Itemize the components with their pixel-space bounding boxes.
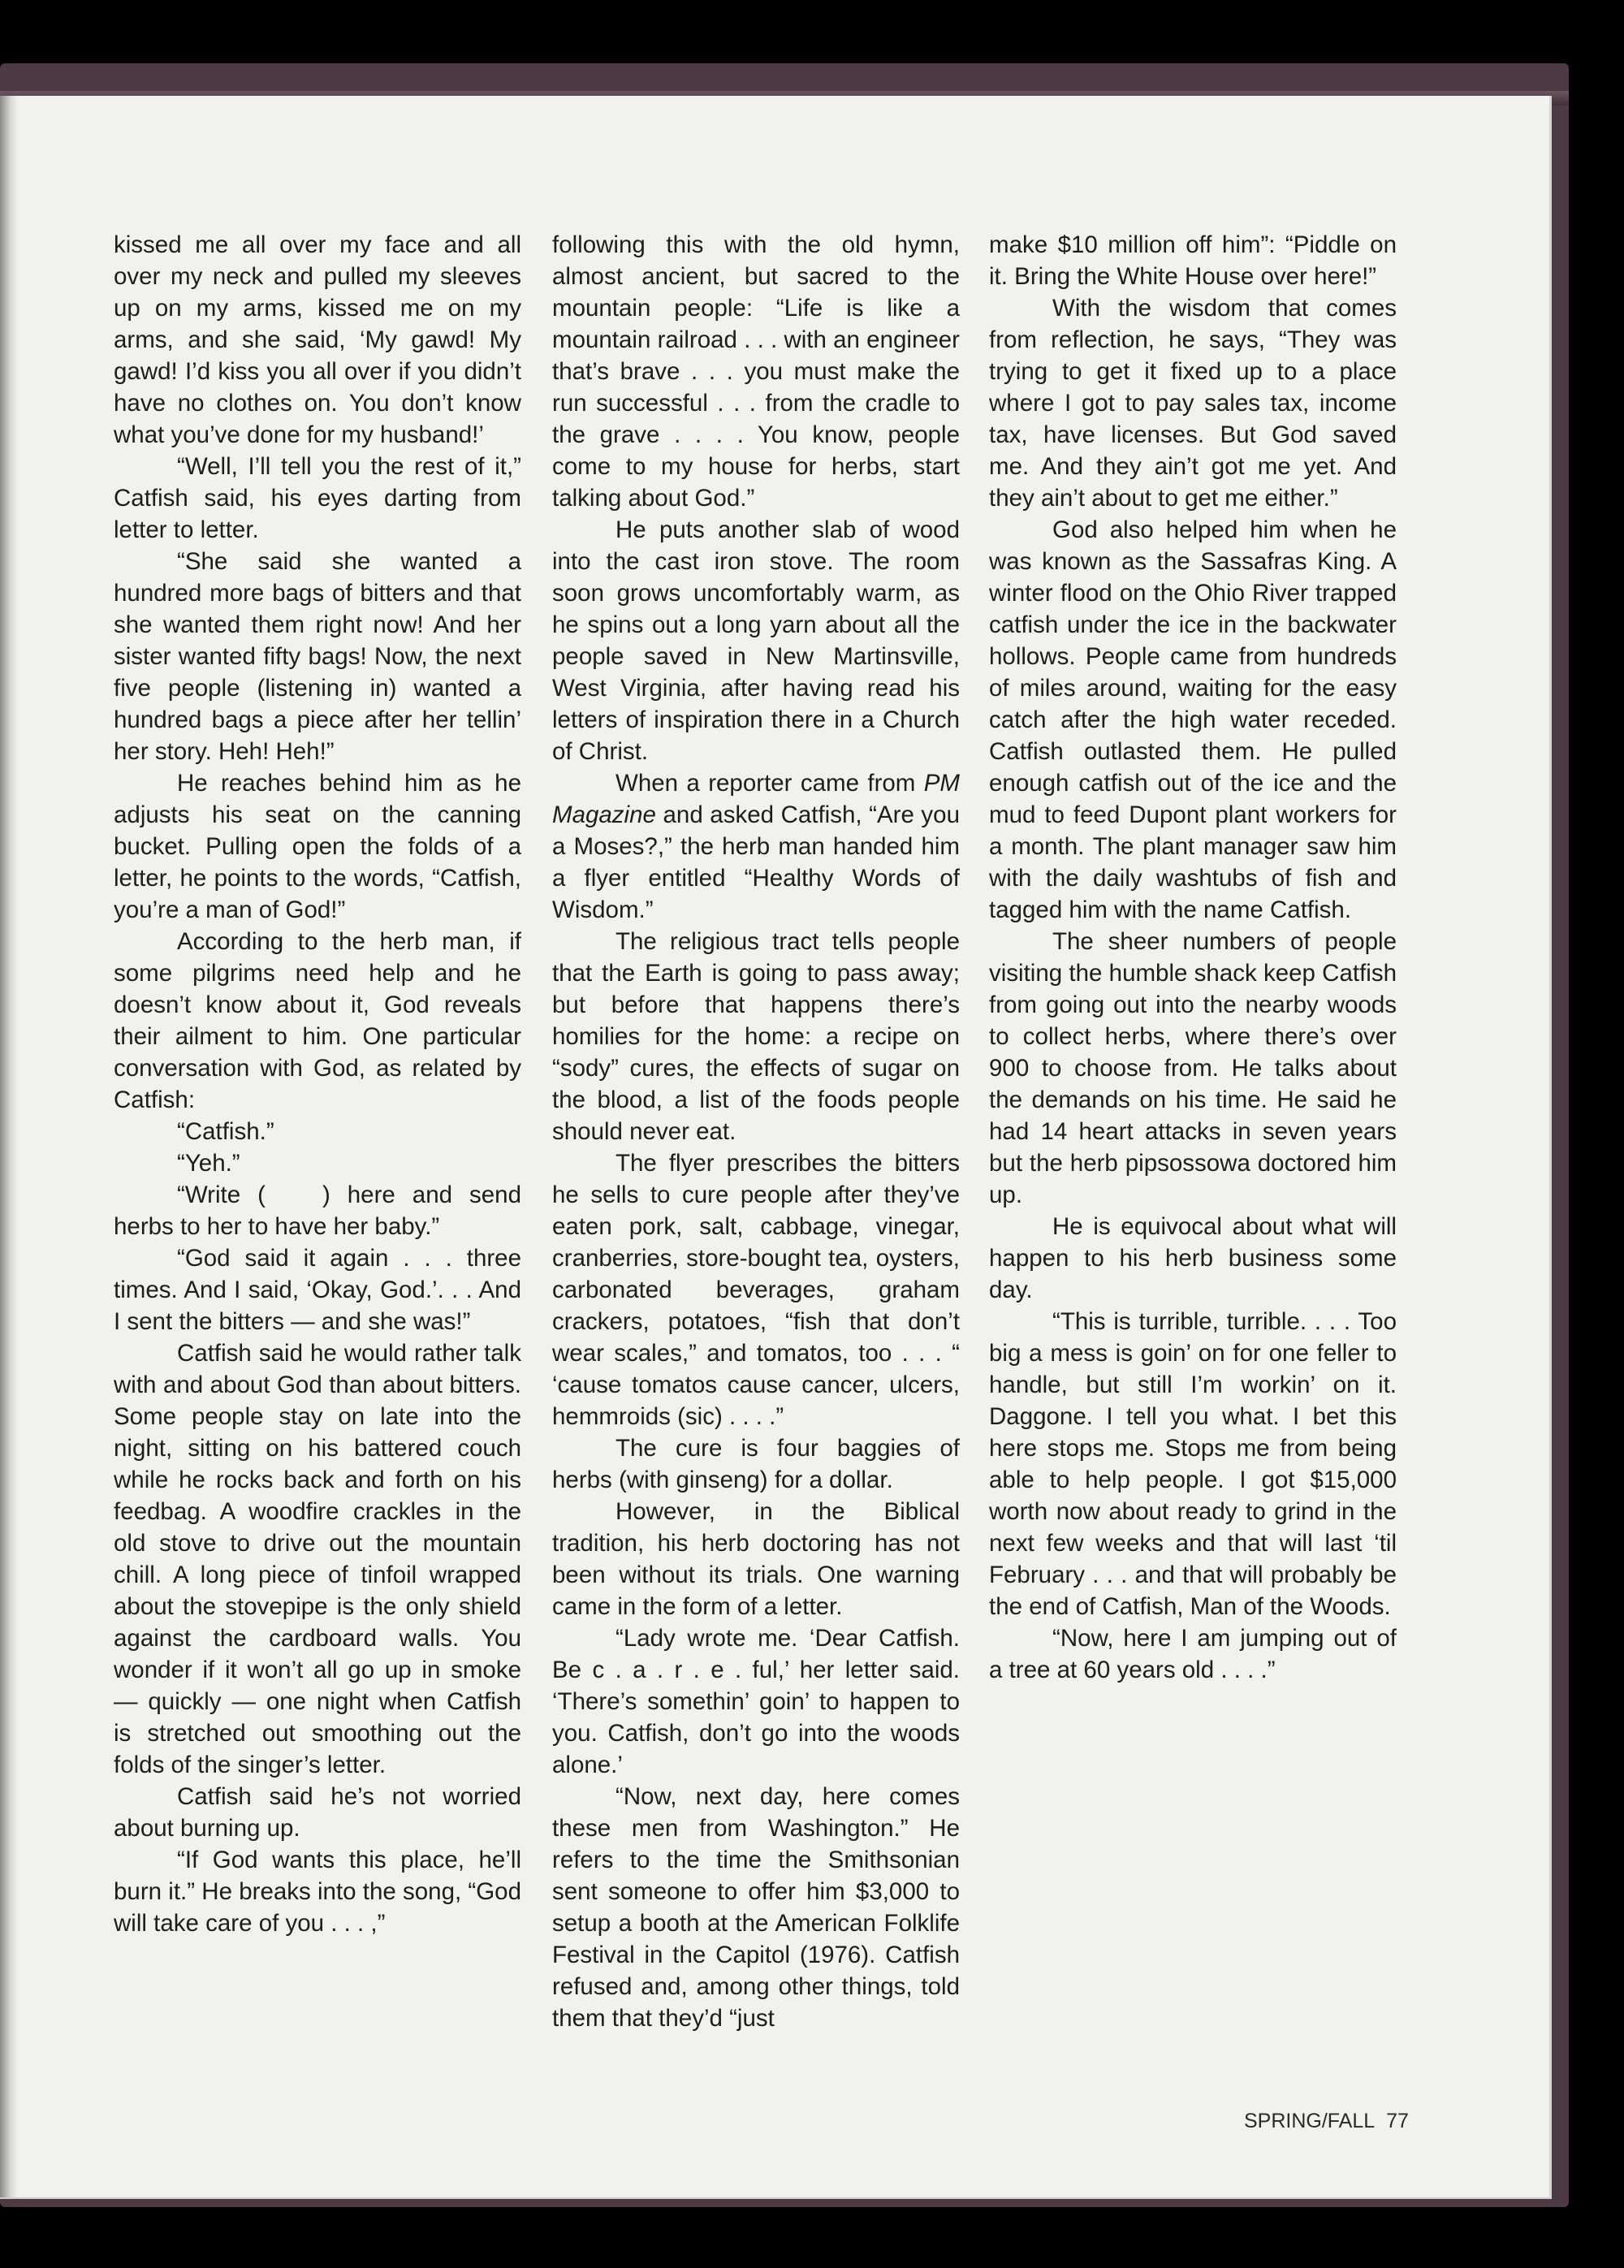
page-number: 77 [1386,2110,1409,2132]
paragraph: “She said she wanted a hundred more bags of bitters and that she wanted them right now! And her sister wanted fifty bags! Now, the next five people (listening in) wanted a hundred bags a piece after her tellin’ her story. Heh! Heh!” [114,548,521,765]
paragraph-reporter [552,767,960,926]
paragraph: The religious tract tells people that the Earth is going to pass away; but before that happens there’s homilies for the home: a recipe on “sody” cures, the effects of sugar on the blood, a list of the foods people should never eat. [552,928,960,1145]
paragraph: “Catfish.” [177,1118,274,1145]
paragraph: The cure is four baggies of herbs (with ginseng) for a dollar. [552,1435,960,1493]
magazine-name: PM Magazine [552,770,960,828]
paragraph: “Now, next day, here comes these men from Washington.” He refers to the time the Smithsonian sent someone to offer him $3,000 to setup a booth at the American Folklife Festival in the Capitol (1976). Catfish refused and, among other things, told them that they’d “just [552,1783,960,2032]
article-column-3 [989,229,1397,1686]
paragraph: following this with the old hymn, almost ancient, but sacred to the mountain people: “Life is like a mountain railroad . . . with an engineer that’s brave . . . you must make the run successful . . . from the cradle to the grave . . . . You know, people come to my house for herbs, start talking about God.” [552,231,960,512]
paragraph: “Lady wrote me. ‘Dear Catfish. Be c . a . r . e . ful,’ her letter said. ‘There’s somethin’ goin’ to happen to you. Catfish, don’t go into the woods alone.’ [552,1625,960,1778]
paragraph: kissed me all over my face and all over my neck and pulled my sleeves up on my arms, kissed me on my arms, and she said, ‘My gawd! My gawd! I’d kiss you all over if you didn’t have no clothes on. You don’t know what you’ve done for my husband!’ [114,231,521,448]
paragraph: “Now, here I am jumping out of a tree at 60 years old . . . .” [989,1625,1397,1683]
paragraph: God also helped him when he was known as the Sassafras King. A winter flood on the Ohio River trapped catfish under the ice in the backwater hollows. People came from hundreds of miles around, waiting for the easy catch after the high water receded. Catfish outlasted them. He pulled enough catfish out of the ice and the mud to feed Dupont plant workers for a month. The plant manager saw him with the daily washtubs of fish and tagged him with the name Catfish. [989,516,1397,923]
paragraph: Catfish said he would rather talk with and about God than about bitters. Some people stay on late into the night, sitting on his battered couch while he rocks back and forth on his feedbag. A woodfire crackles in the old stove to drive out the mountain chill. A long piece of tinfoil wrapped about the stovepipe is the only shield against the cardboard walls. You wonder if it won’t all go up in smoke — quickly — one night when Catfish is stretched out smoothing out the folds of the singer’s letter. [114,1340,521,1778]
page-gutter-shadow [0,96,18,2197]
paragraph: He reaches behind him as he adjusts his seat on the canning bucket. Pulling open the folds of a letter, he points to the words, “Catfish, you’re a man of God!” [114,770,521,923]
write-end: ) here and send [322,1182,521,1208]
write-rest: herbs to her to have her baby.” [114,1213,440,1240]
article-column-2 [552,229,960,2034]
reporter-rest: and asked Catfish, “Are you a Moses?,” the herb man handed him a flyer entitled “Healthy Words of Wisdom.” [552,801,961,923]
paragraph-write [114,1179,521,1242]
page-sheet [0,96,1552,2199]
paragraph: However, in the Biblical tradition, his herb doctoring has not been without its trials. One warning came in the form of a letter. [552,1498,960,1620]
write-start: “Write ( [177,1182,266,1208]
page-footer [1244,2110,1409,2133]
paragraph: “This is turrible, turrible. . . . Too big a mess is goin’ on for one feller to handle, but still I’m workin’ on it. Daggone. I tell you what. I bet this here stops me. Stops me from being able to help people. I got $15,000 worth now about ready to grind in the next few weeks and that will last ‘til February . . . and that will probably be the end of Catfish, Man of the Woods. [989,1308,1397,1620]
paragraph: “God said it again . . . three times. And I said, ‘Okay, God.’. . . And I sent the bitters — and she was!” [114,1245,521,1335]
paragraph: With the wisdom that comes from reflection, he says, “They was trying to get it fixed up to a place where I got to pay sales tax, income tax, have licenses. But God saved me. And they ain’t got me yet. And they ain’t about to get me either.” [989,295,1397,512]
paragraph: The flyer prescribes the bitters he sells to cure people after they’ve eaten pork, salt, cabbage, vinegar, cranberries, store-bought tea, oysters, carbonated beverages, graham crackers, potatoes, “fish that don’t wear scales,” and tomatos, too . . . “ ‘cause tomatos cause cancer, ulcers, hemmroids (sic) . . . .” [552,1150,960,1430]
paragraph: “Yeh.” [177,1150,240,1177]
reporter-intro: When a reporter came from [615,770,916,797]
paragraph: Catfish said he’s not worried about burning up. [114,1783,521,1842]
paragraph: “If God wants this place, he’ll burn it.” He breaks into the song, “God will take care of you . . . ,” [114,1847,521,1937]
paragraph: make $10 million off him”: “Piddle on it. Bring the White House over here!” [989,231,1397,290]
paragraph: He is equivocal about what will happen to his herb business some day. [989,1213,1397,1303]
paragraph: The sheer numbers of people visiting the humble shack keep Catfish from going out into the nearby woods to collect herbs, where there’s over 900 to choose from. He talks about the demands on his time. He said he had 14 heart attacks in seven years but the herb pipsossowa doctored him up. [989,928,1397,1208]
paragraph: According to the herb man, if some pilgrims need help and he doesn’t know about it, God reveals their ailment to him. One particular conversation with God, as related by Catfish: [114,928,521,1113]
section-name: SPRING/FALL [1244,2110,1376,2132]
paragraph: He puts another slab of wood into the cast iron stove. The room soon grows uncomfortably warm, as he spins out a long yarn about all the people saved in New Martinsville, West Virginia, after having read his letters of inspiration there in a Church of Christ. [552,516,960,765]
article-column-1 [114,229,521,1939]
bleed-through-text [130,184,144,234]
paragraph: “Well, I’ll tell you the rest of it,” Catfish said, his eyes darting from letter to letter. [114,453,521,543]
